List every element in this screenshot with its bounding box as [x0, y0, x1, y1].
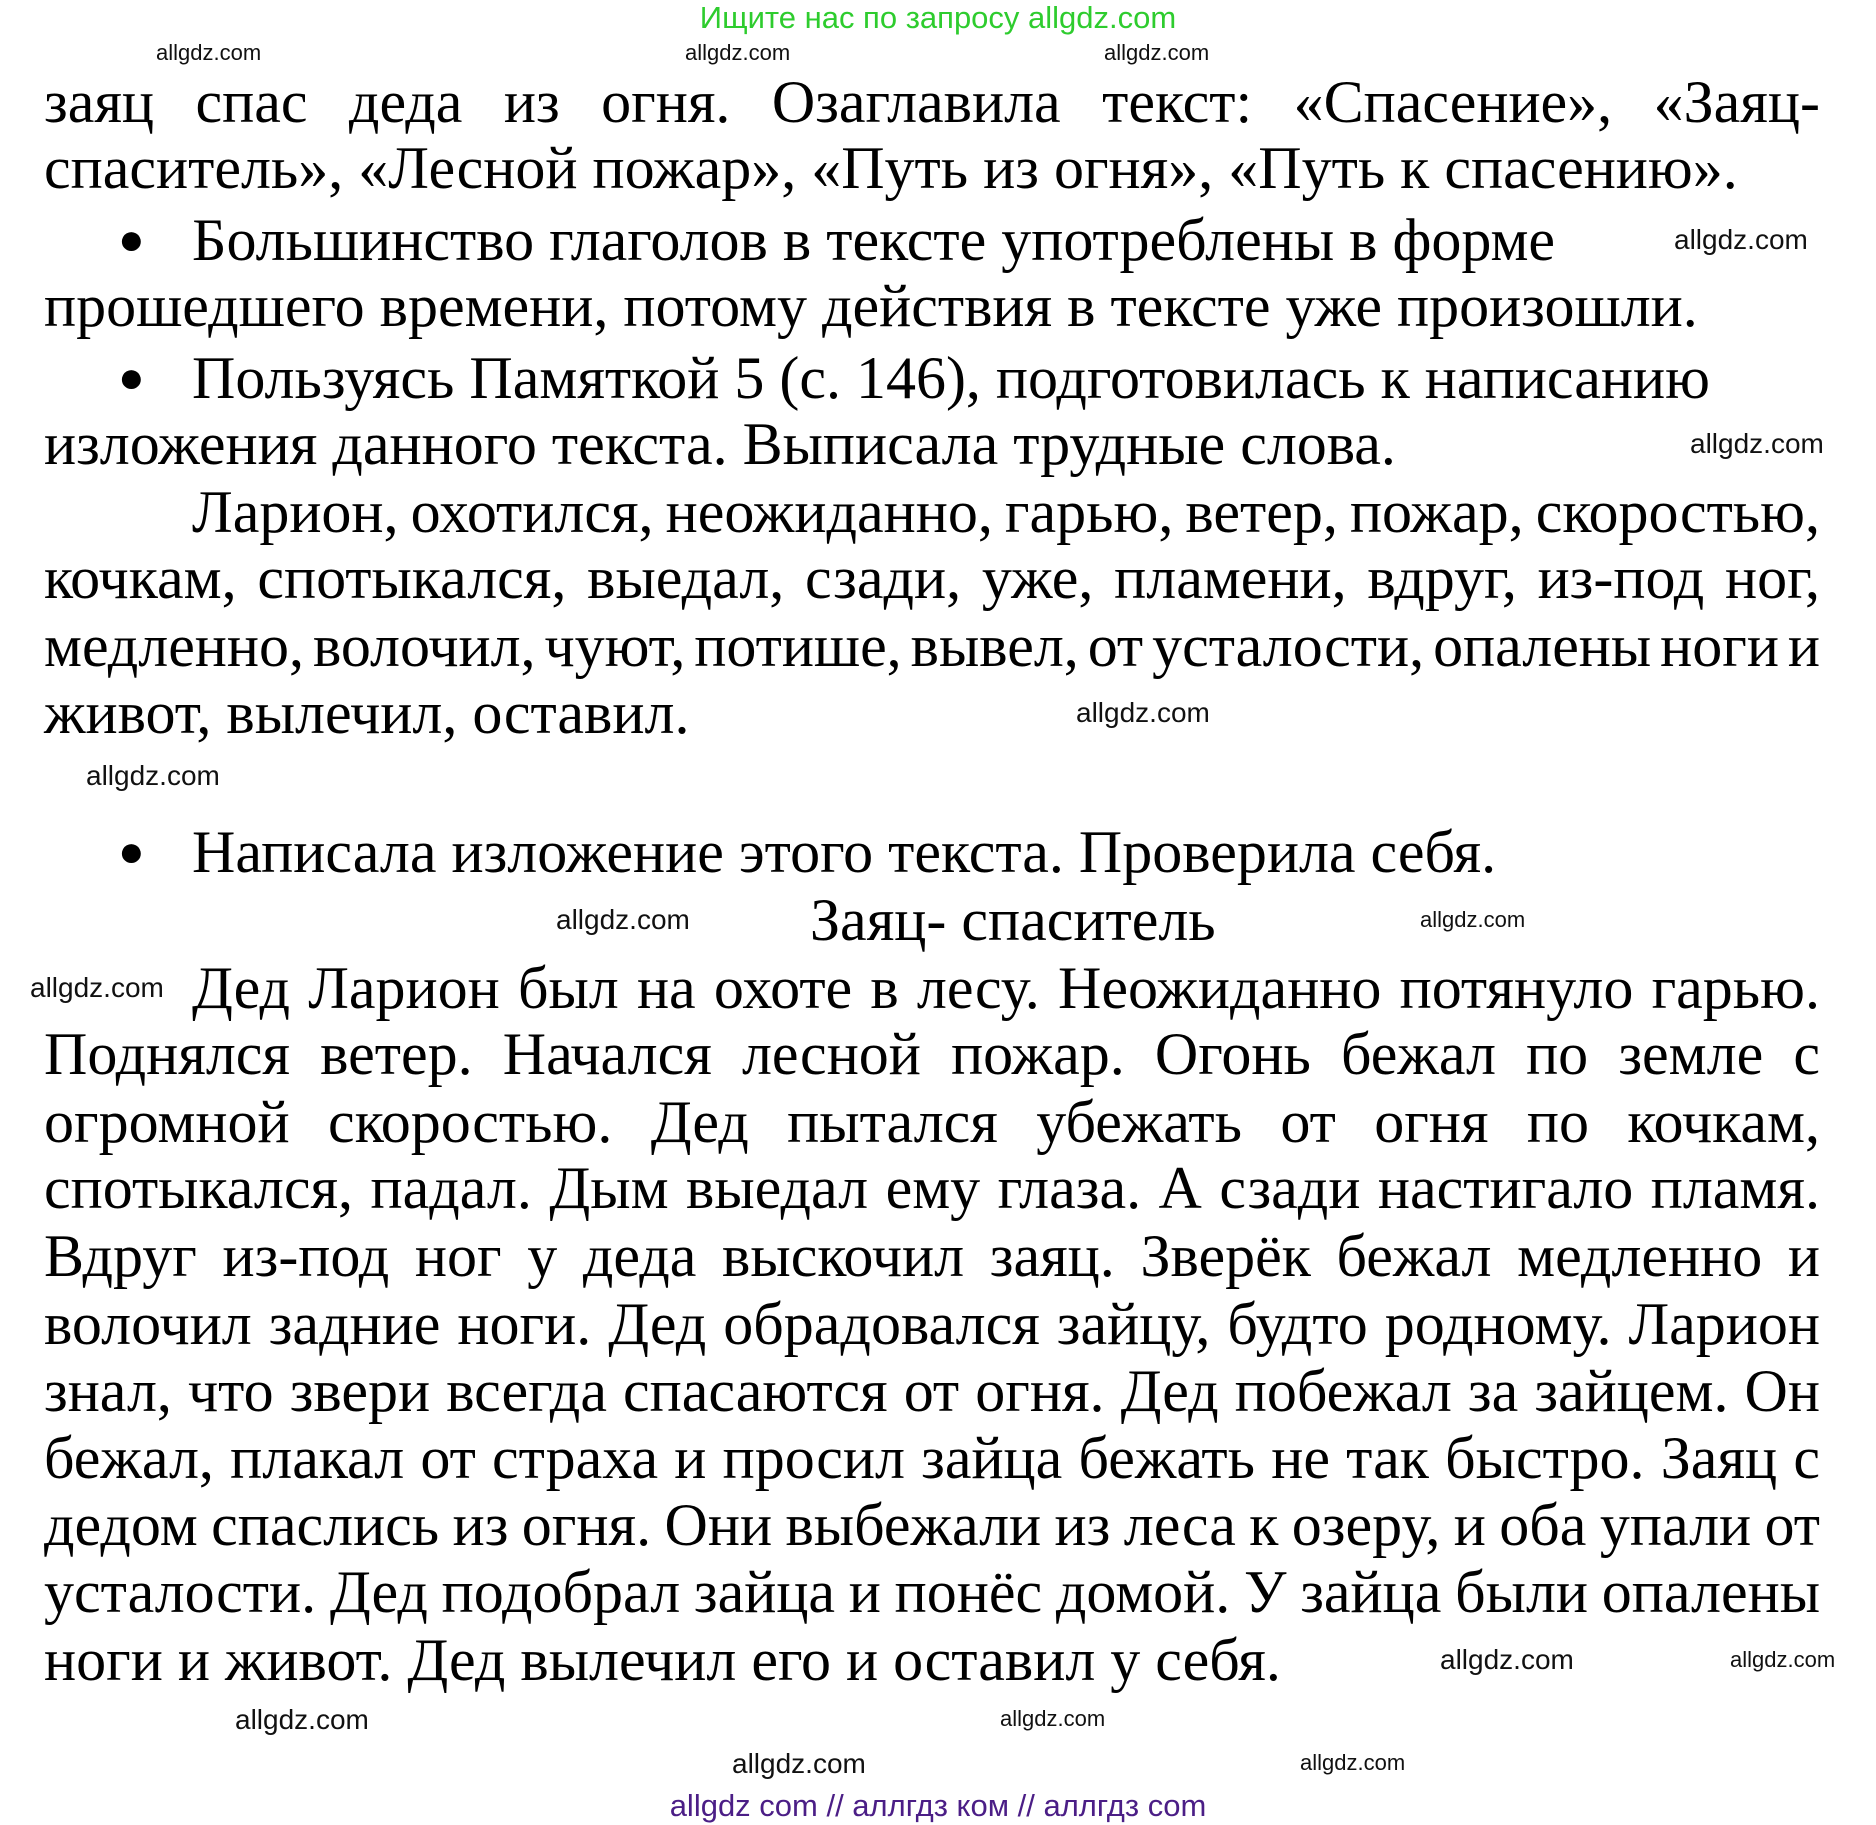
- text-line: дедом спаслись из огня. Они выбежали из леса к озеру, и оба упали от: [44, 1492, 1820, 1558]
- text-line: прошедшего времени, потому действия в тексте уже произошли.: [44, 273, 1698, 339]
- watermark: allgdz.com: [235, 1704, 369, 1735]
- text-line: бежал, плакал от страха и просил зайца бежать не так быстро. Заяц с: [44, 1425, 1820, 1491]
- watermark: allgdz.com: [30, 972, 164, 1003]
- watermark: allgdz.com: [1000, 1706, 1106, 1731]
- text-line: Вдруг из-под ног у деда выскочил заяц. Зверёк бежал медленно и: [44, 1223, 1820, 1289]
- watermark: allgdz.com: [1730, 1647, 1836, 1672]
- text-line: Ларион, охотился, неожиданно, гарью, ветер, пожар, скоростью,: [192, 479, 1820, 545]
- search-hint-banner: Ищите нас по запросу allgdz.com: [699, 0, 1177, 35]
- watermark: allgdz.com: [685, 40, 791, 65]
- text-line: спаситель», «Лесной пожар», «Путь из огня», «Путь к спасению».: [44, 135, 1738, 201]
- text-line: медленно, волочил, чуют, потише, вывел, от усталости, опалены ноги и: [44, 613, 1820, 679]
- watermark: allgdz.com: [156, 40, 262, 65]
- text-line: Пользуясь Памяткой 5 (с. 146), подготовилась к написанию: [192, 345, 1710, 411]
- text-line: живот, вылечил, оставил.: [44, 680, 690, 746]
- text-line: Дед Ларион был на охоте в лесу. Неожиданно потянуло гарью.: [192, 955, 1820, 1021]
- text-line: Большинство глаголов в тексте употреблены в форме: [192, 207, 1556, 273]
- text-line: изложения данного текста. Выписала трудные слова.: [44, 411, 1396, 477]
- watermark: allgdz.com: [86, 760, 220, 791]
- watermark: allgdz.com: [1300, 1750, 1406, 1775]
- text-line: усталости. Дед подобрал зайца и понёс домой. У зайца были опалены: [44, 1559, 1820, 1625]
- watermark: allgdz.com: [732, 1748, 866, 1779]
- watermark: allgdz.com: [1076, 697, 1210, 728]
- text-line: заяц спас деда из огня. Озаглавила текст: «Спасение», «Заяц-: [44, 69, 1820, 135]
- bullet-icon: ●: [118, 353, 145, 402]
- watermark: allgdz.com: [1420, 907, 1526, 932]
- text-line: Поднялся ветер. Начался лесной пожар. Огонь бежал по земле с: [44, 1021, 1820, 1087]
- watermark: allgdz.com: [1440, 1644, 1574, 1675]
- text-line: волочил задние ноги. Дед обрадовался зайцу, будто родному. Ларион: [44, 1291, 1820, 1357]
- watermark: allgdz.com: [1104, 40, 1210, 65]
- bullet-icon: ●: [118, 215, 145, 264]
- footer-links: allgdz com // аллгдз ком // аллгдз com: [669, 1788, 1207, 1823]
- text-line: ноги и живот. Дед вылечил его и оставил у себя.: [44, 1627, 1281, 1693]
- text-line: знал, что звери всегда спасаются от огня. Дед побежал за зайцем. Он: [44, 1358, 1820, 1424]
- text-line: Написала изложение этого текста. Проверила себя.: [192, 819, 1497, 885]
- text-line: кочкам, спотыкался, выедал, сзади, уже, пламени, вдруг, из-под ног,: [44, 545, 1820, 611]
- text-line: огромной скоростью. Дед пытался убежать от огня по кочкам,: [44, 1089, 1820, 1155]
- watermark: allgdz.com: [556, 904, 690, 935]
- watermark: allgdz.com: [1690, 428, 1824, 459]
- watermark: allgdz.com: [1674, 224, 1808, 255]
- text-line: спотыкался, падал. Дым выедал ему глаза. А сзади настигало пламя.: [44, 1155, 1820, 1221]
- essay-title: Заяц- спаситель: [810, 887, 1216, 953]
- bullet-icon: ●: [118, 827, 145, 876]
